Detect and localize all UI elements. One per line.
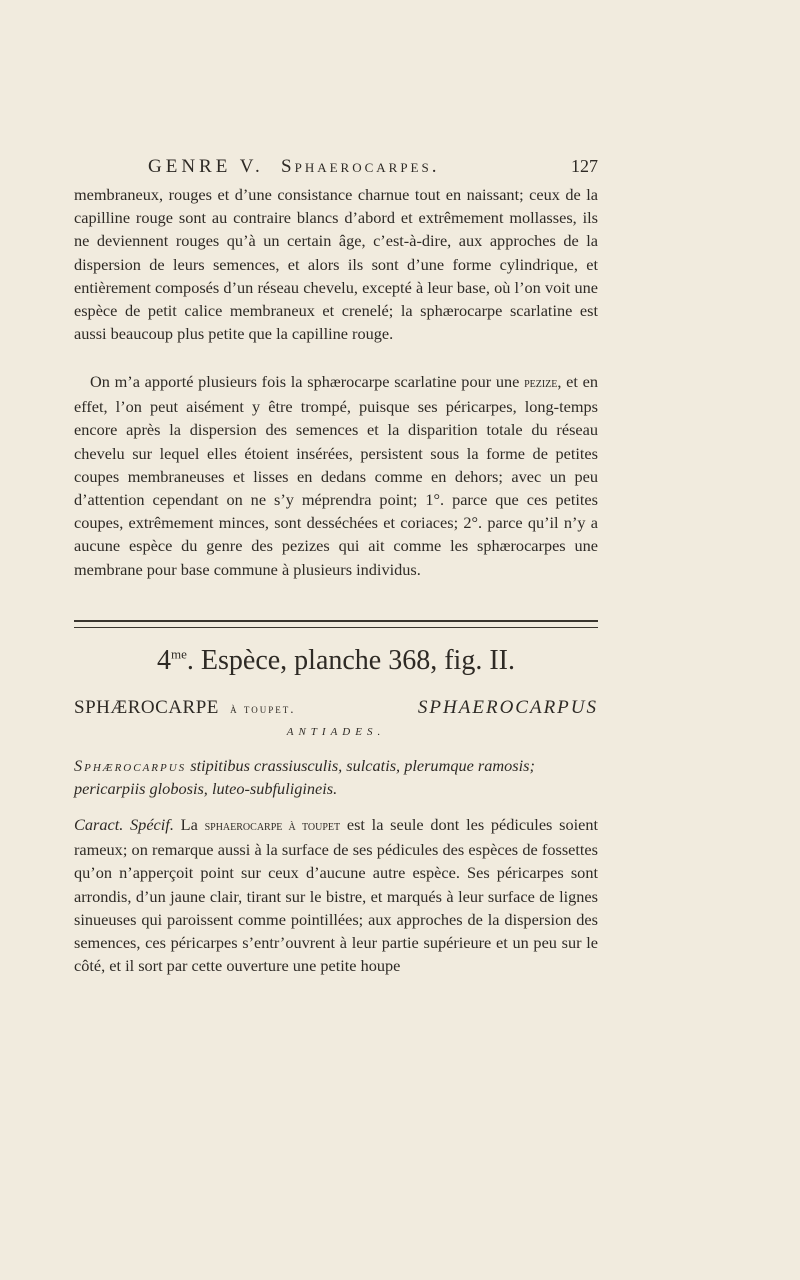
latin-diagnosis xyxy=(74,754,598,800)
divider-thick xyxy=(74,620,598,622)
paragraph-2-end: , et en effet, l’on peut aisément y être trompé, puisque ses péricarpes, long-temps encore après la dispersion des semences et la disparition totale du réseau chevelu sur lequel elles étoient insérées, persistent sous la forme de petites coupes membraneuses et lisses en dedans comme en dehors; avec un peu d’attention cependant on ne s’y méprendra point; 1°. parce que ces petites coupes, extrêmement minces, sont desséchées et coriaces; 2°. parce qu’il n’y a aucune espèce du genre des pezizes qui ait comme les sphærocarpes une membrane pour base commune à plusieurs individus. xyxy=(74,372,599,579)
french-name: SPHÆROCARPE xyxy=(74,697,219,718)
paragraph-3-start: La xyxy=(173,815,205,834)
paragraph-3-label: Caract. Spécif. xyxy=(74,815,174,834)
species-name-line xyxy=(74,697,598,719)
diagnosis-text: stipitibus crassiusculis, sulcatis, plerumque ramosis; pericarpiis globosis, luteo-subfuligineis. xyxy=(74,756,535,798)
species-number-sup: me xyxy=(171,646,187,662)
page-number: 127 xyxy=(571,156,598,176)
paragraph-3 xyxy=(74,813,598,977)
paragraph-2 xyxy=(74,370,598,581)
species-number: 4 xyxy=(157,645,171,676)
header-section: Sphaerocarpes. xyxy=(281,156,440,177)
latin-genus: SPHAEROCARPUS xyxy=(417,697,598,718)
paragraph-1: membraneux, rouges et d’une consistance charnue tout en naissant; ceux de la capilline rouge sont au contraire blancs d’abord et extrêmement mollasses, ils ne deviennent rouges qu’à un certain âge, c’est-à-dire, aux approches de la dispersion de leurs semences, et alors ils sont d’une forme cylindrique, et entièrement composés d’un réseau chevelu, excepté à leur base, où l’on voit une espèce de petit calice membraneux et crenelé; la sphærocarpe scarlatine est aussi beaucoup plus petite que la capilline rouge. xyxy=(74,185,598,344)
paragraph-3-end: est la seule dont les pédicules soient rameux; on remarque aussi à la surface de ses pédicules des espèces de fossettes qu’on n’apperçoit point sur ceux d’aucune autre espèce. Ses péricarpes sont arrondis, d’un jaune clair, tirant sur le bistre, et marqués à leur surface de lignes sinueuses qui paroissent comme pointillées; aux approches de la dispersion des semences, ces péricarpes s’entr’ouvrent à leur partie supérieure et un peu sur le côté, et il sort par cette ouverture une petite houpe xyxy=(74,815,599,976)
latin-species: ANTIADES. xyxy=(286,726,386,738)
running-header xyxy=(148,156,598,178)
species-title-text: . Espèce, planche 368, fig. II. xyxy=(186,645,515,676)
divider-thin xyxy=(74,627,598,628)
paragraph-2-term: pezize xyxy=(524,376,558,391)
french-epithet: à toupet. xyxy=(230,701,296,716)
paragraph-3-term: sphaerocarpe à toupet xyxy=(204,819,341,834)
diagnosis-genus: Sphærocarpus xyxy=(74,756,187,775)
paragraph-2-start: On m’a apporté plusieurs fois la sphærocarpe scarlatine pour une xyxy=(90,372,525,391)
header-genre: GENRE V. xyxy=(148,156,264,177)
species-heading xyxy=(74,645,598,677)
